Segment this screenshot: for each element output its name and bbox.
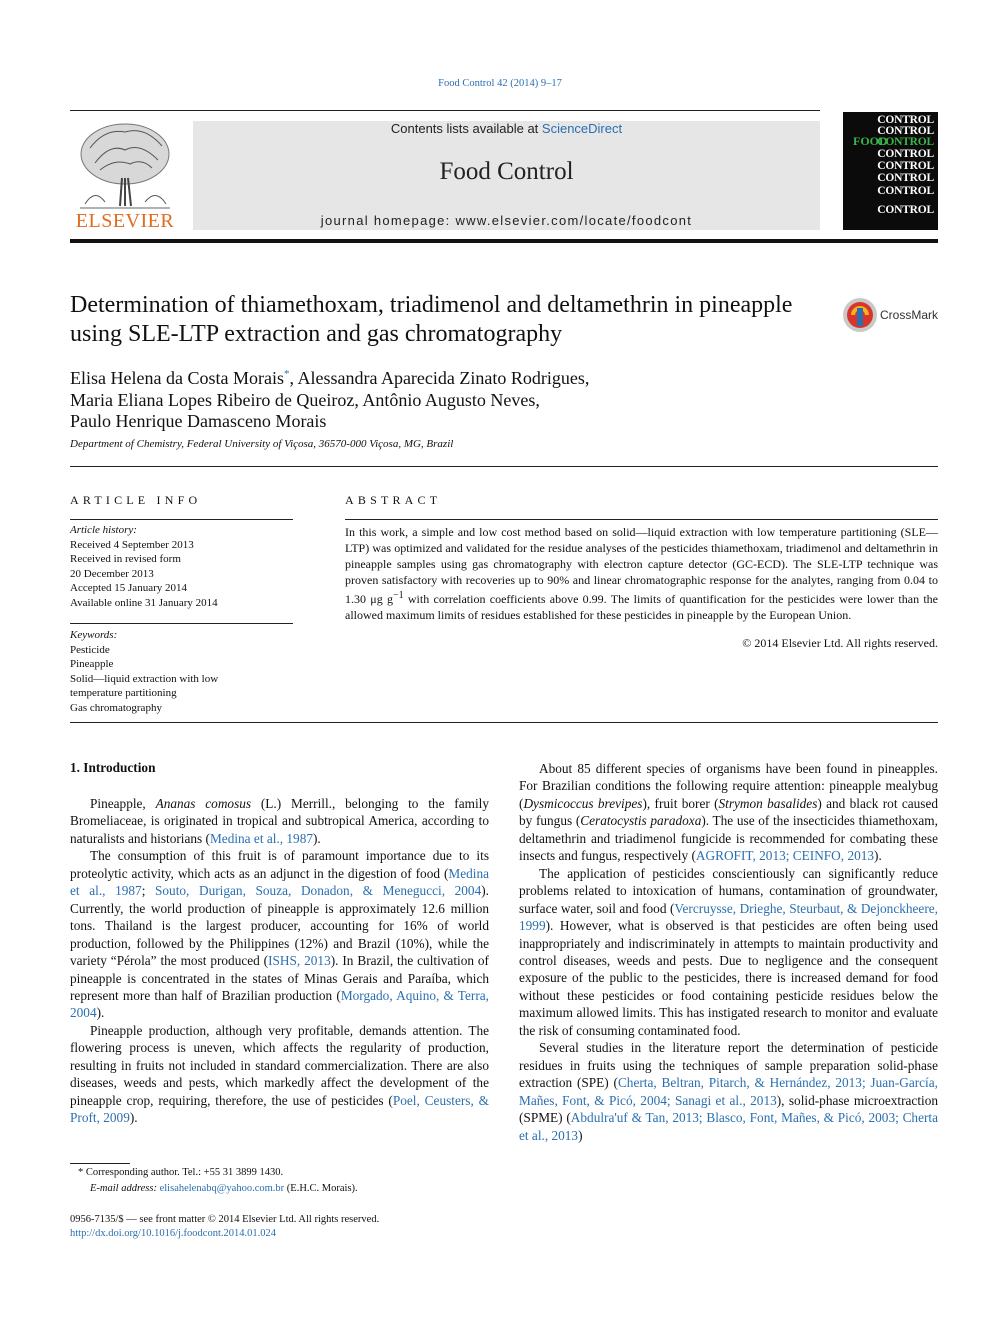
issn-line: 0956-7135/$ — see front matter © 2014 Elsevier Ltd. All rights reserved.	[70, 1214, 380, 1225]
author-line: Maria Eliana Lopes Ribeiro de Queiroz, Antônio Augusto Neves,	[70, 389, 540, 410]
reference-link[interactable]: Souto, Durigan, Souza, Donadon, & Menegucci, 2004	[155, 883, 482, 899]
reference-link[interactable]: Cherta, Beltran, Pitarch, & Hernández, 2013; Juan-García, Mañes, Font, & Picó, 2004; Sanagi et al., 2013	[519, 1075, 938, 1108]
history-item: 20 December 2013	[70, 567, 154, 580]
keywords-label: Keywords:	[70, 629, 118, 641]
keywords-rule	[70, 623, 293, 624]
author-line	[70, 364, 870, 390]
history-label: Article history:	[70, 524, 137, 536]
reference-link[interactable]: AGROFIT, 2013; CEINFO, 2013	[695, 848, 875, 864]
reference-link[interactable]: Poel, Ceusters, & Proft, 2009	[70, 1092, 489, 1126]
history-item: Received 4 September 2013	[70, 538, 194, 551]
affiliation: Department of Chemistry, Federal University of Viçosa, 36570-000 Viçosa, MG, Brazil	[70, 438, 454, 450]
doi-link[interactable]: http://dx.doi.org/10.1016/j.foodcont.2014.01.024	[70, 1228, 277, 1239]
author-line: Paulo Henrique Damasceno Morais	[70, 411, 327, 431]
article-title: Determination of thiamethoxam, triadimenol and deltamethrin in pineapple using SLE-LTP extraction and gas chromatography	[70, 292, 793, 347]
article-info-rule	[70, 519, 293, 520]
footnote-rule	[70, 1163, 130, 1164]
keyword: Solid—liquid extraction with low	[70, 672, 219, 685]
paragraph: About 85 different species of organisms have been found in pineapples. For Brazilian conditions the following require attention: pineapple mealybug (Dysmicoccus brevipes), fruit borer (Strymon basalides) and black rot caused by fungus (Ceratocystis paradoxa). The use of the insecticides thiamethoxam, deltamethrin and triadimenol fungicide is recommended for combating these insects and fungus, respectively (AGROFIT, 2013; CEINFO, 2013).	[519, 761, 938, 864]
history-item: Received in revised form	[70, 553, 181, 565]
email-link[interactable]: elisahelenabq@yahoo.com.br	[159, 1183, 285, 1194]
reference-link[interactable]: Medina et al., 1987	[209, 830, 313, 846]
paragraph: The consumption of this fruit is of paramount importance due to its proteolytic activity, which acts as an adjunct in the digestion of food (Medina et al., 1987; Souto, Durigan, Souza, Donadon, & Menegucci, 2004). Currently, the world production of pineapple is approximately 12.6 million tons. Thailand is the largest producer, accounting for 16% of world production, followed by the Philippines (12%) and Brazil (10%), while the variety “Pérola” the most produced (ISHS, 2013). In Brazil, the cultivation of pineapple is concentrated in the states of Minas Gerais and Paraíba, which represent more than half of Brazilian production (Morgado, Aquino, & Terra, 2004).	[70, 848, 489, 1021]
header-bottom-rule	[70, 239, 938, 243]
citation-link[interactable]: Food Control 42 (2014) 9–17	[438, 78, 562, 89]
paragraph: Several studies in the literature report the determination of pesticide residues in fruits using the techniques of sample preparation solid-phase extraction (SPE) (Cherta, Beltran, Pitarch, & Hernández, 2013; Juan-García, Mañes, Font, & Picó, 2004; Sanagi et al., 2013), solid-phase microextraction (SPME) (Abdulra'uf & Tan, 2013; Blasco, Font, Mañes, & Picó, 2003; Cherta et al., 2013)	[519, 1040, 939, 1143]
paragraph: Pineapple, Ananas comosus (L.) Merrill., belonging to the family Bromeliaceae, is originated in tropical and subtropical America, according to naturalists and historians (Medina et al., 1987).	[70, 796, 489, 846]
abstract-rule	[345, 519, 938, 520]
journal-cover-image	[843, 112, 938, 230]
author-names: , Alessandra Aparecida Zinato Rodrigues,	[289, 368, 590, 388]
corresponding-mark[interactable]: *	[283, 368, 290, 380]
body-column-left	[70, 795, 489, 1127]
doi-line[interactable]	[70, 1226, 276, 1241]
journal-homepage[interactable]: journal homepage: www.elsevier.com/locate/foodcont	[320, 213, 693, 228]
cover-word: CONTROL	[877, 185, 934, 197]
keyword: Pesticide	[70, 643, 110, 656]
reference-link[interactable]: Medina et al., 1987	[70, 865, 489, 899]
header-top-rule	[70, 110, 820, 111]
sciencedirect-link[interactable]: ScienceDirect	[541, 121, 623, 136]
reference-link[interactable]: Abdulra'uf & Tan, 2013; Blasco, Font, Mañes, & Picó, 2003; Cherta et al., 2013	[519, 1110, 939, 1143]
journal-name: Food Control	[439, 158, 574, 185]
crossmark-label[interactable]: CrossMark	[880, 308, 939, 322]
history-item: Available online 31 January 2014	[70, 596, 218, 609]
email-label: E-mail address:	[90, 1183, 160, 1194]
keyword: temperature partitioning	[70, 687, 177, 699]
species-name: Dysmicoccus brevipes	[523, 795, 643, 811]
cover-word: CONTROL	[877, 114, 934, 126]
author-list	[70, 364, 870, 433]
article-history	[70, 523, 293, 610]
keyword: Pineapple	[70, 658, 114, 670]
cover-word: CONTROL	[877, 172, 934, 184]
species-name: Ceratocystis paradoxa	[580, 813, 702, 829]
contents-prefix: Contents lists available at	[390, 121, 542, 136]
history-item: Accepted 15 January 2014	[70, 582, 187, 594]
abstract-heading: ABSTRACT	[345, 493, 442, 507]
cover-word: CONTROL	[877, 148, 934, 160]
species-name: Strymon basalides	[718, 795, 818, 811]
keywords	[70, 628, 293, 715]
paragraph: Pineapple production, although very profitable, demands attention. The flowering process is uneven, which affects the regularity of production, resulting in fruits not included in standard commercialization. There are also diseases, weeds and pests, which markedly affect the development of the pineapple crop, requiring, therefore, the use of pesticides (Poel, Ceusters, & Proft, 2009).	[70, 1022, 489, 1126]
reference-link[interactable]: Morgado, Aquino, & Terra, 2004	[70, 987, 489, 1021]
article-info-heading: ARTICLE INFO	[70, 493, 202, 507]
abstract-body: with correlation coefficients above 0.99. The limits of quantification for the pesticides were lower than the allowed maximum limits of residues established for these pesticides in pineapple by the European Union.	[345, 592, 939, 622]
cover-word: CONTROL	[877, 160, 934, 172]
species-name: Ananas comosus	[155, 796, 252, 811]
elsevier-wordmark: ELSEVIER	[75, 210, 175, 232]
cover-word: CONTROL	[877, 136, 934, 148]
corresponding-footnote: * Corresponding author. Tel.: +55 31 3899 1430.	[78, 1167, 284, 1178]
unit-exponent: −1	[392, 590, 404, 601]
cover-word: FOOD	[853, 134, 888, 148]
corresponding-author: Elisa Helena da Costa Morais	[70, 368, 284, 388]
email-footnote: E-mail address: elisahelenabq@yahoo.com.br (E.H.C. Morais).	[90, 1183, 358, 1194]
contents-line	[193, 121, 820, 136]
reference-link[interactable]: Vercruysse, Drieghe, Steurbaut, & Dejonckheere, 1999	[519, 900, 938, 934]
keyword: Gas chromatography	[70, 701, 162, 714]
abstract-text	[345, 524, 938, 623]
reference-link[interactable]: ISHS, 2013	[268, 953, 331, 969]
body-column-right	[519, 760, 938, 1144]
cover-word: CONTROL	[877, 204, 934, 216]
body-top-rule	[70, 722, 938, 723]
abstract-copyright: © 2014 Elsevier Ltd. All rights reserved.	[742, 636, 938, 650]
abstract-body: In this work, a simple and low cost method based on solid—liquid extraction with low temperature partitioning (SLE—LTP) was optimized and validated for the residue analyses of the pesticides thiamethoxam, triadimenol and deltamethrin in pineapple samples using gas chromatography with electron capture detector (GC-ECD). The SLE-LTP technique was proven satisfactory with recoveries up to 90% and linear chromatographic response for the analytes, ranging from 0.04 to 1.30 μg g	[345, 525, 938, 606]
journal-citation[interactable]	[0, 78, 992, 89]
affiliation-rule	[70, 466, 938, 467]
cover-word: CONTROL	[877, 125, 934, 137]
section-heading-introduction: 1. Introduction	[70, 760, 156, 775]
paragraph: The application of pesticides conscientiously can significantly reduce problems related to intoxication of humans, contamination of groundwater, surface water, soil and food (Vercruysse, Drieghe, Steurbaut, & Dejonckheere, 1999). However, what is observed is that pesticides are often being used inappropriately and indiscriminately in attempts to maintain productivity and control diseases, weeds and pests. Due to negligence and the consequent exposure of the public to the pesticides, there is increased demand for food without these pesticides or food containing pesticide residues below the maximum allowed limits. This has instigated research to monitor and evaluate the risk of consuming contaminated food.	[519, 865, 938, 1038]
